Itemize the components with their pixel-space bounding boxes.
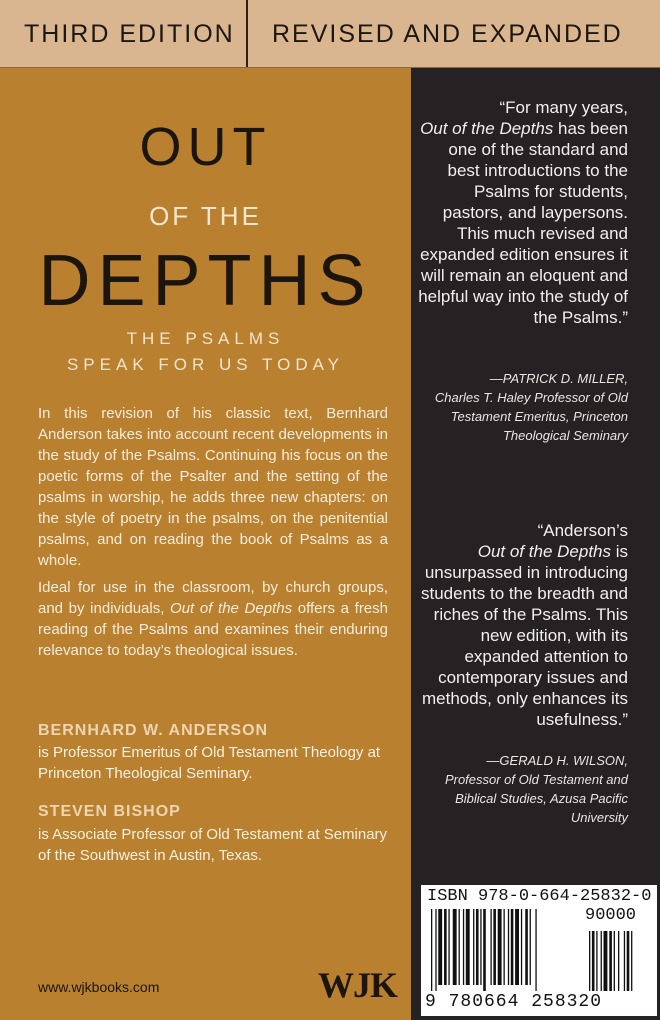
edition-banner bbox=[0, 0, 660, 68]
barcode-bar bbox=[438, 909, 442, 985]
barcode-bar bbox=[498, 909, 502, 985]
endorsement-attribution: —PATRICK D. MILLER, Charles T. Haley Professor of Old Testament Emeritus, Princeton Theological Seminary bbox=[434, 371, 628, 443]
book-title-inline: Out of the Depths bbox=[477, 542, 611, 561]
barcode-bar bbox=[530, 909, 531, 985]
description-paragraph-1: In this revision of his classic text, Bernhard Anderson takes into account recent developments in the study of the Psalms. Continuing his focus on the poetic forms of the Psalter and the setting of the psalms in worship, he adds three new chapters: on the style of poetry in the psalms, on the penitential psalms, and on reading the book of Psalms as a whole. bbox=[38, 405, 388, 569]
barcode-bar bbox=[515, 909, 519, 985]
subtitle-line-1: THE PSALMS bbox=[126, 329, 285, 348]
barcode-bar bbox=[480, 909, 481, 985]
description-paragraph-2: Ideal for use in the classroom, by church groups, and by individuals, Out of the Depths offers a fresh reading of the Psalms and examines their enduring relevance to today’s theological issues. bbox=[38, 579, 388, 659]
book-title-inline: Out of the Depths bbox=[420, 119, 554, 138]
barcode-bar bbox=[493, 909, 496, 985]
endorsement-quote: “For many years, Out of the Depths has been one of the standard and best introductions to the Psalms for students, pastors, and laypersons. This much revised and expanded edition ensures it will remain an eloquent and helpful way into the study of the Psalms.” bbox=[418, 98, 628, 327]
endorsement-quote: “Anderson’s Out of the Depths is unsurpassed in introducing students to the breadth and riches of the Psalms. This new edition, with its expanded attention to contemporary issues and methods, only enhances its usefulness.” bbox=[421, 521, 628, 729]
barcode-bar bbox=[431, 909, 432, 991]
edition-label: THIRD EDITION bbox=[24, 20, 235, 48]
barcode-bar bbox=[476, 909, 479, 985]
isbn-label: ISBN 978-0-664-25832-0 bbox=[427, 887, 652, 906]
publisher-logo: WJK bbox=[318, 965, 398, 1005]
barcode-bar bbox=[459, 909, 460, 985]
barcode-bar bbox=[444, 909, 447, 985]
addon-bar bbox=[614, 931, 615, 991]
barcode-bar bbox=[490, 909, 491, 985]
barcode-bar bbox=[463, 909, 464, 985]
publisher-website: www.wjkbooks.com bbox=[38, 979, 160, 995]
barcode-bar bbox=[448, 909, 449, 985]
addon-bar bbox=[596, 931, 597, 991]
subtitle-line-2: SPEAK FOR US TODAY bbox=[66, 355, 345, 374]
author-name: BERNHARD W. ANDERSON bbox=[38, 722, 269, 739]
author-bio: is Professor Emeritus of Old Testament Theology at Princeton Theological Seminary. bbox=[38, 744, 381, 782]
barcode-bar bbox=[435, 909, 436, 991]
revision-label: REVISED AND EXPANDED bbox=[272, 20, 623, 48]
barcode-digits: 9 780664 258320 bbox=[425, 992, 603, 1012]
banner-divider bbox=[246, 0, 248, 67]
addon-bar bbox=[618, 931, 619, 991]
title-of-the: OF THE bbox=[149, 201, 262, 231]
barcode-bar bbox=[466, 909, 470, 985]
barcode-bar bbox=[473, 909, 474, 985]
barcode-bar bbox=[535, 909, 536, 991]
barcode-bar bbox=[504, 909, 505, 985]
title-depths: DEPTHS bbox=[38, 241, 373, 321]
title-out: OUT bbox=[139, 117, 272, 177]
barcode-bar bbox=[508, 909, 509, 985]
barcode-bar bbox=[453, 909, 457, 985]
addon-bar bbox=[592, 931, 595, 991]
author-bio: is Associate Professor of Old Testament at Seminary of the Southwest in Austin, Texas. bbox=[38, 826, 388, 864]
addon-bar bbox=[627, 931, 630, 991]
price-code: 90000 bbox=[585, 906, 637, 925]
addon-bar bbox=[601, 931, 602, 991]
barcode-bar bbox=[525, 909, 528, 985]
barcode-box bbox=[420, 884, 658, 1017]
barcode-bar bbox=[511, 909, 514, 985]
addon-bar bbox=[604, 931, 608, 991]
author-name: STEVEN BISHOP bbox=[38, 803, 181, 820]
addon-bar bbox=[609, 931, 612, 991]
addon-bar bbox=[631, 931, 632, 991]
endorsement-attribution: —GERALD H. WILSON, Professor of Old Testament and Biblical Studies, Azusa Pacific University bbox=[444, 753, 628, 825]
barcode-bar bbox=[483, 909, 486, 991]
barcode-bar bbox=[521, 909, 522, 985]
book-title-inline: Out of the Depths bbox=[170, 600, 293, 617]
addon-bar bbox=[624, 931, 625, 991]
addon-bar bbox=[589, 931, 590, 991]
